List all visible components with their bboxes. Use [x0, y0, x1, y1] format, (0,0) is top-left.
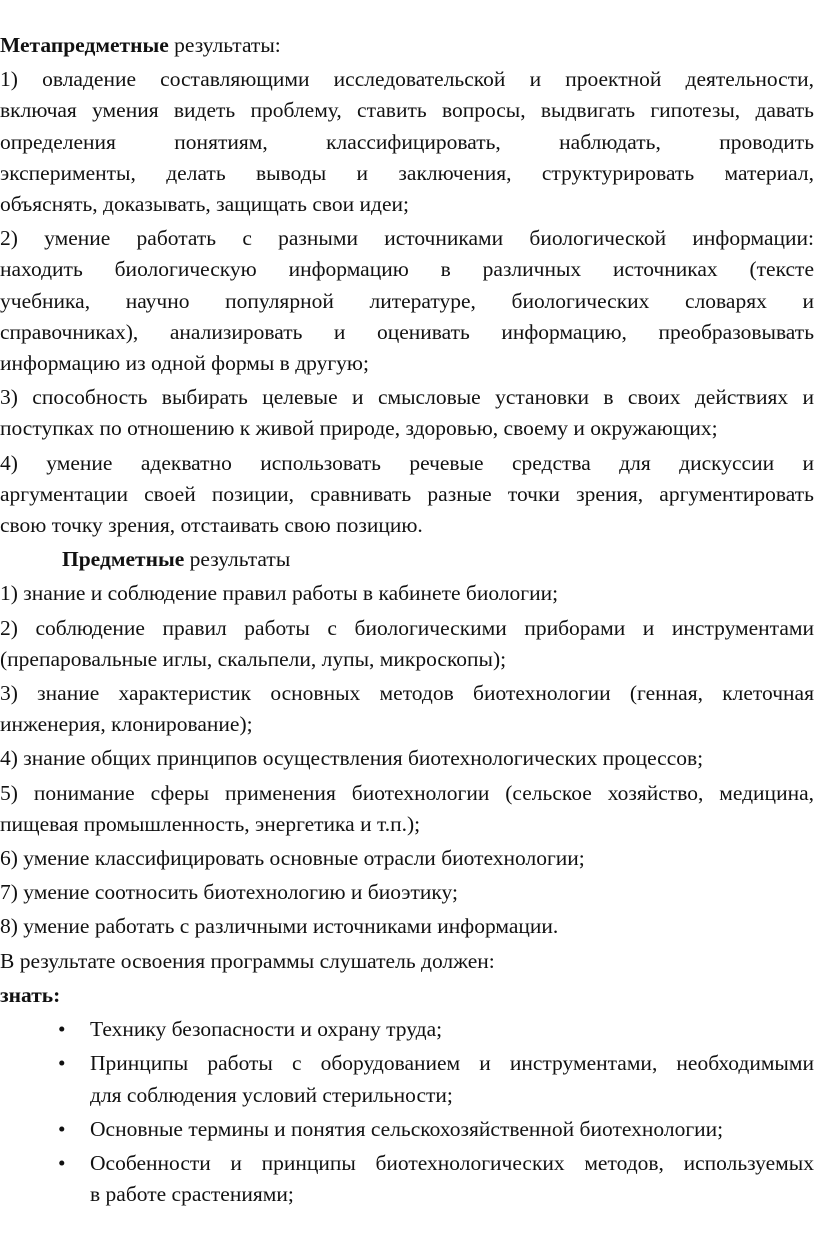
text-line: определения понятиям, классифицировать, наблюдать, проводить — [0, 129, 814, 154]
subject-item-5 — [0, 778, 814, 840]
text-line: 2) соблюдение правил работы с биологическими приборами и инструментами — [0, 615, 814, 640]
bullet-icon: • — [58, 1017, 66, 1042]
text-line: 8) умение работать с различными источниками информации. — [0, 914, 559, 939]
text-line: пищевая промышленность, энергетика и т.п.); — [0, 811, 421, 836]
text-line: Основные термины и понятия сельскохозяйственной биотехнологии; — [90, 1116, 724, 1141]
text-line: эксперименты, делать выводы и заключения, структурировать материал, — [0, 160, 814, 185]
subject-item-7 — [0, 877, 814, 908]
text-line: учебника, научно популярной литературе, биологических словарях и — [0, 288, 814, 313]
text-line: аргументации своей позиции, сравнивать разные точки зрения, аргументировать — [0, 481, 814, 506]
meta-results-heading-bold: Метапредметные — [0, 33, 169, 57]
text-line: справочниках), анализировать и оценивать информацию, преобразовывать — [0, 319, 814, 344]
text-line: объяснять, доказывать, защищать свои идеи; — [0, 192, 410, 217]
subject-item-2 — [0, 613, 814, 675]
text-line: 3) знание характеристик основных методов биотехнологии (генная, клеточная — [0, 681, 814, 706]
text-line: 1) овладение составляющими исследовательской и проектной деятельности, — [0, 67, 814, 92]
meta-item-2 — [0, 223, 814, 379]
bullet-icon: • — [58, 1116, 66, 1141]
meta-results-heading-rest: результаты: — [168, 33, 281, 57]
text-line: Технику безопасности и охрану труда; — [90, 1017, 443, 1042]
outcome-intro: В результате освоения программы слушатель должен: — [0, 948, 495, 973]
text-line: Особенности и принципы биотехнологических методов, используемых — [90, 1150, 814, 1175]
text-line: включая умения видеть проблему, ставить вопросы, выдвигать гипотезы, давать — [0, 98, 814, 123]
subject-results-heading-bold: Предметные — [62, 547, 185, 572]
text-line: 6) умение классифицировать основные отрасли биотехнологии; — [0, 846, 585, 871]
document-page — [0, 30, 814, 1213]
text-line: свою точку зрения, отстаивать свою позицию. — [0, 513, 423, 538]
text-line: Принципы работы с оборудованием и инструментами, необходимыми — [90, 1051, 814, 1076]
text-line: в работе срастениями; — [90, 1182, 294, 1207]
text-line: 5) понимание сферы применения биотехнологии (сельское хозяйство, медицина, — [0, 780, 814, 805]
subject-item-6 — [0, 843, 814, 874]
subject-results-heading — [0, 544, 814, 575]
text-line: поступках по отношению к живой природе, здоровью, своему и окружающих; — [0, 416, 718, 441]
meta-item-1 — [0, 64, 814, 220]
list-item — [0, 1048, 814, 1110]
subject-item-4 — [0, 743, 814, 774]
subject-item-8 — [0, 911, 814, 942]
text-line: 4) умение адекватно использовать речевые средства для дискуссии и — [0, 450, 814, 475]
text-line: 3) способность выбирать целевые и смысловые установки в своих действиях и — [0, 385, 814, 410]
text-line: для соблюдения условий стерильности; — [90, 1082, 453, 1107]
subject-item-1 — [0, 578, 814, 609]
list-item — [0, 1148, 814, 1210]
subject-item-3 — [0, 678, 814, 740]
text-line: 4) знание общих принципов осуществления биотехнологических процессов; — [0, 746, 704, 771]
text-line: (препаровальные иглы, скальпели, лупы, микроскопы); — [0, 646, 507, 671]
know-label — [0, 980, 814, 1011]
meta-item-4 — [0, 448, 814, 542]
text-line: информацию из одной формы в другую; — [0, 351, 369, 376]
meta-results-heading — [0, 30, 814, 61]
subject-results-heading-rest: результаты — [184, 547, 291, 572]
know-label-text: знать: — [0, 982, 61, 1007]
bullet-icon: • — [58, 1051, 66, 1076]
text-line: 2) умение работать с разными источниками биологической информации: — [0, 226, 814, 251]
text-line: находить биологическую информацию в различных источниках (тексте — [0, 257, 814, 282]
list-item — [0, 1114, 814, 1145]
meta-item-3 — [0, 382, 814, 444]
text-line: инженерия, клонирование); — [0, 712, 253, 737]
text-line: 1) знание и соблюдение правил работы в кабинете биологии; — [0, 581, 559, 606]
bullet-icon: • — [58, 1150, 66, 1175]
list-item — [0, 1014, 814, 1045]
know-bullet-list — [0, 1014, 814, 1210]
text-line: 7) умение соотносить биотехнологию и биоэтику; — [0, 880, 458, 905]
